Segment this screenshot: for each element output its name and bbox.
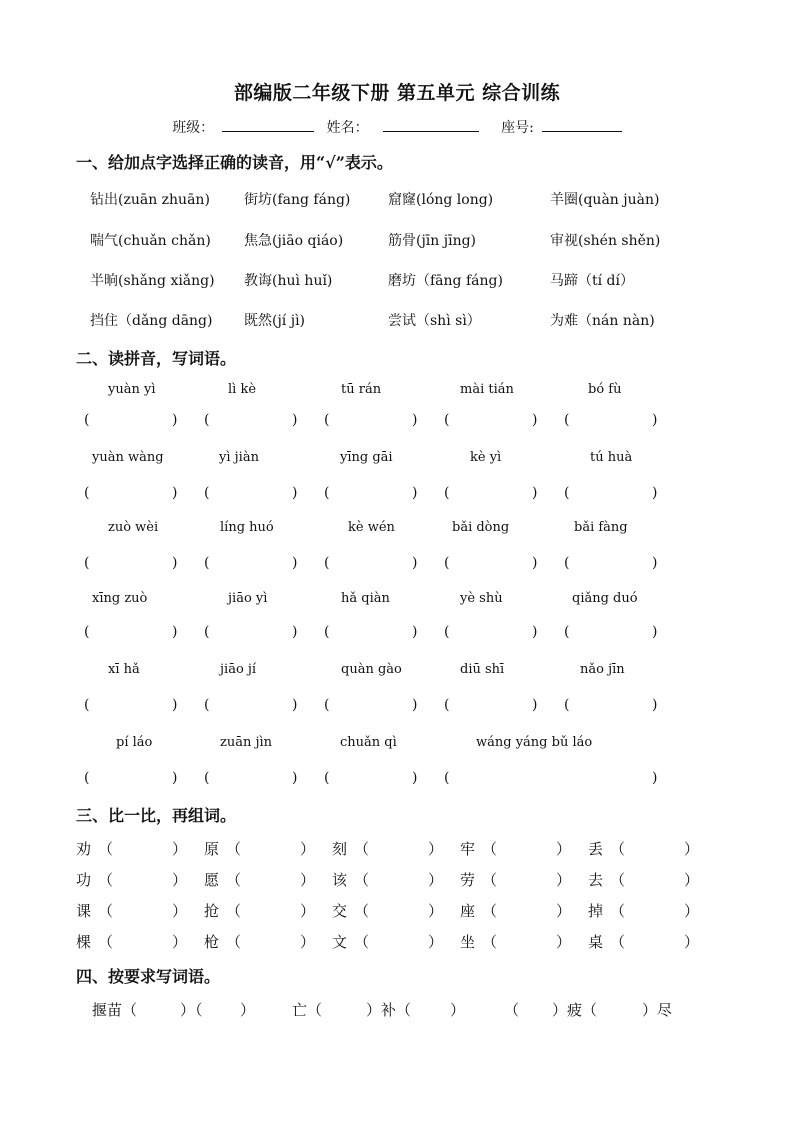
word-close-paren[interactable]: ） [300, 933, 316, 951]
pinyin-prompt: kè wén [348, 520, 395, 535]
idiom-fill-segment[interactable]: ）尽 [642, 1001, 673, 1019]
answer-close-paren[interactable]: ) [652, 624, 658, 640]
answer-close-paren[interactable]: ) [412, 770, 418, 786]
word-close-paren[interactable]: ） [556, 871, 572, 889]
compare-character: 牢 [460, 840, 476, 858]
idiom-fill-segment[interactable]: （ [504, 1001, 520, 1019]
pronunciation-choice[interactable]: 焦急(jiāo qiáo) [244, 233, 344, 249]
answer-close-paren[interactable]: ) [652, 485, 658, 501]
class-blank[interactable] [222, 117, 314, 132]
answer-close-paren[interactable]: ) [652, 770, 658, 786]
answer-open-paren[interactable]: ( [444, 555, 450, 571]
compare-character: 掉 [588, 902, 604, 920]
word-open-paren[interactable]: （ [226, 871, 242, 889]
pinyin-prompt: xīng zuò [92, 591, 148, 606]
word-close-paren[interactable]: ） [172, 840, 188, 858]
answer-open-paren[interactable]: ( [84, 485, 90, 501]
pronunciation-choice[interactable]: 马蹄（tí dí） [550, 273, 634, 289]
section2-heading: 二、读拼音，写词语。 [76, 349, 237, 368]
word-open-paren[interactable]: （ [226, 933, 242, 951]
word-open-paren[interactable]: （ [98, 933, 114, 951]
answer-open-paren[interactable]: ( [444, 624, 450, 640]
answer-open-paren[interactable]: ( [564, 624, 570, 640]
class-label: 班级： [172, 120, 215, 136]
answer-close-paren[interactable]: ) [172, 697, 178, 713]
compare-character: 文 [332, 933, 348, 951]
pronunciation-choice[interactable]: 既然(jí jì) [244, 313, 306, 329]
pronunciation-choice[interactable]: 窟窿(lóng long) [388, 192, 494, 208]
word-open-paren[interactable]: （ [354, 902, 370, 920]
compare-character: 原 [204, 840, 220, 858]
pronunciation-choice[interactable]: 喘气(chuǎn chǎn) [90, 233, 211, 249]
section4-heading: 四、按要求写词语。 [76, 967, 221, 986]
answer-open-paren[interactable]: ( [444, 485, 450, 501]
word-close-paren[interactable]: ） [172, 902, 188, 920]
answer-close-paren[interactable]: ) [172, 555, 178, 571]
word-open-paren[interactable]: （ [482, 871, 498, 889]
pinyin-prompt: xī hǎ [108, 662, 140, 677]
word-close-paren[interactable]: ） [300, 871, 316, 889]
pinyin-prompt: yuàn yì [108, 382, 156, 397]
compare-character: 丢 [588, 840, 604, 858]
compare-character: 座 [460, 902, 476, 920]
word-close-paren[interactable]: ） [428, 902, 444, 920]
compare-character: 棵 [76, 933, 92, 951]
word-close-paren[interactable]: ） [684, 871, 700, 889]
answer-close-paren[interactable]: ) [412, 624, 418, 640]
word-close-paren[interactable]: ） [428, 871, 444, 889]
word-open-paren[interactable]: （ [98, 902, 114, 920]
pinyin-prompt: quàn gào [341, 662, 402, 677]
pinyin-prompt: pí láo [116, 735, 153, 750]
word-close-paren[interactable]: ） [300, 840, 316, 858]
answer-open-paren[interactable]: ( [204, 770, 210, 786]
compare-character: 抢 [204, 902, 220, 920]
word-open-paren[interactable]: （ [610, 840, 626, 858]
pinyin-prompt: tú huà [590, 450, 633, 465]
word-close-paren[interactable]: ） [172, 933, 188, 951]
answer-close-paren[interactable]: ) [172, 412, 178, 428]
section1-heading: 一、给加点字选择正确的读音，用“√”表示。 [76, 153, 393, 172]
student-info-line [0, 117, 794, 137]
pinyin-prompt: jiāo yì [228, 591, 268, 606]
answer-open-paren[interactable]: ( [444, 412, 450, 428]
word-close-paren[interactable]: ） [556, 902, 572, 920]
answer-close-paren[interactable]: ) [292, 624, 298, 640]
compare-character: 功 [76, 871, 92, 889]
answer-open-paren[interactable]: ( [324, 624, 330, 640]
word-close-paren[interactable]: ） [684, 902, 700, 920]
section3-heading: 三、比一比，再组词。 [76, 806, 237, 825]
word-open-paren[interactable]: （ [226, 840, 242, 858]
pinyin-prompt: zuò wèi [108, 520, 159, 535]
compare-character: 愿 [204, 871, 220, 889]
seat-label: 座号: [501, 120, 534, 136]
pronunciation-choice[interactable]: 挡住（dǎng dāng) [90, 313, 213, 329]
word-close-paren[interactable]: ） [684, 933, 700, 951]
pinyin-prompt: tū rán [341, 382, 382, 397]
word-close-paren[interactable]: ） [428, 933, 444, 951]
pronunciation-choice[interactable]: 审视(shén shěn) [550, 233, 661, 249]
word-open-paren[interactable]: （ [226, 902, 242, 920]
compare-character: 刻 [332, 840, 348, 858]
word-open-paren[interactable]: （ [98, 871, 114, 889]
pinyin-prompt: mài tián [460, 382, 514, 397]
word-close-paren[interactable]: ） [556, 840, 572, 858]
answer-close-paren[interactable]: ) [172, 485, 178, 501]
pinyin-prompt: lì kè [228, 382, 257, 397]
answer-open-paren[interactable]: ( [84, 555, 90, 571]
pinyin-prompt: bó fù [588, 382, 622, 397]
page-title: 部编版二年级下册 第五单元 综合训练 [233, 82, 561, 104]
pinyin-prompt: yè shù [460, 591, 503, 606]
answer-close-paren[interactable]: ) [292, 555, 298, 571]
compare-character: 坐 [460, 933, 476, 951]
word-open-paren[interactable]: （ [354, 933, 370, 951]
pinyin-prompt: yì jiàn [219, 450, 259, 465]
answer-open-paren[interactable]: ( [84, 770, 90, 786]
pinyin-prompt: bǎi fàng [574, 520, 628, 535]
answer-open-paren[interactable]: ( [444, 697, 450, 713]
word-open-paren[interactable]: （ [354, 840, 370, 858]
pinyin-prompt: diū shī [460, 662, 505, 677]
answer-open-paren[interactable]: ( [324, 485, 330, 501]
pinyin-prompt: kè yì [470, 450, 502, 465]
pronunciation-choice[interactable]: 磨坊（fāng fáng) [388, 273, 503, 289]
answer-close-paren[interactable]: ) [292, 412, 298, 428]
pronunciation-choice[interactable]: 筋骨(jīn jīng) [388, 233, 477, 249]
compare-character: 枪 [204, 933, 220, 951]
word-close-paren[interactable]: ） [556, 933, 572, 951]
word-open-paren[interactable]: （ [610, 902, 626, 920]
pinyin-prompt: qiǎng duó [572, 591, 638, 606]
name-label: 姓名： [326, 120, 369, 136]
name-blank[interactable] [383, 117, 479, 132]
answer-close-paren[interactable]: ) [292, 485, 298, 501]
idiom-fill-segment[interactable]: ）疲（ [552, 1001, 598, 1019]
answer-open-paren[interactable]: ( [564, 697, 570, 713]
word-open-paren[interactable]: （ [98, 840, 114, 858]
pronunciation-choice[interactable]: 为难（nán nàn) [550, 313, 655, 329]
answer-close-paren[interactable]: ) [412, 485, 418, 501]
answer-close-paren[interactable]: ) [652, 412, 658, 428]
idiom-fill-segment[interactable]: ）补（ [366, 1001, 412, 1019]
pinyin-prompt: nǎo jīn [580, 662, 625, 677]
word-open-paren[interactable]: （ [482, 933, 498, 951]
answer-close-paren[interactable]: ) [412, 697, 418, 713]
answer-open-paren[interactable]: ( [84, 412, 90, 428]
answer-open-paren[interactable]: ( [204, 412, 210, 428]
pinyin-prompt: yīng gāi [340, 450, 393, 465]
answer-open-paren[interactable]: ( [564, 485, 570, 501]
pronunciation-choice[interactable]: 半晌(shǎng xiǎng) [90, 273, 215, 289]
answer-open-paren[interactable]: ( [324, 412, 330, 428]
answer-open-paren[interactable]: ( [564, 412, 570, 428]
compare-character: 劳 [460, 871, 476, 889]
idiom-fill-segment[interactable]: ） [450, 1001, 466, 1019]
answer-close-paren[interactable]: ) [532, 412, 538, 428]
answer-open-paren[interactable]: ( [324, 770, 330, 786]
answer-close-paren[interactable]: ) [652, 697, 658, 713]
pinyin-prompt: líng huó [220, 520, 274, 535]
answer-close-paren[interactable]: ) [532, 624, 538, 640]
answer-close-paren[interactable]: ) [532, 485, 538, 501]
word-close-paren[interactable]: ） [300, 902, 316, 920]
answer-open-paren[interactable]: ( [204, 624, 210, 640]
pinyin-prompt: hǎ qiàn [341, 591, 390, 606]
idiom-fill-segment[interactable]: 揠苗（ [92, 1001, 138, 1019]
word-close-paren[interactable]: ） [684, 840, 700, 858]
word-open-paren[interactable]: （ [482, 840, 498, 858]
answer-close-paren[interactable]: ) [172, 770, 178, 786]
word-open-paren[interactable]: （ [610, 871, 626, 889]
pinyin-prompt: zuān jìn [220, 735, 273, 750]
answer-close-paren[interactable]: ) [292, 697, 298, 713]
word-open-paren[interactable]: （ [354, 871, 370, 889]
idiom-fill-segment[interactable]: 亡（ [292, 1001, 323, 1019]
answer-open-paren[interactable]: ( [324, 555, 330, 571]
pinyin-prompt: bǎi dòng [452, 520, 510, 535]
idiom-fill-segment[interactable]: ）（ [180, 1001, 203, 1019]
answer-open-paren[interactable]: ( [204, 555, 210, 571]
pinyin-prompt: jiāo jí [220, 662, 257, 677]
answer-close-paren[interactable]: ) [652, 555, 658, 571]
answer-close-paren[interactable]: ) [412, 555, 418, 571]
compare-character: 桌 [588, 933, 604, 951]
answer-close-paren[interactable]: ) [172, 624, 178, 640]
pronunciation-choice[interactable]: 钻出(zuān zhuān) [90, 192, 210, 208]
answer-close-paren[interactable]: ) [532, 555, 538, 571]
answer-open-paren[interactable]: ( [324, 697, 330, 713]
answer-open-paren[interactable]: ( [84, 624, 90, 640]
answer-open-paren[interactable]: ( [204, 697, 210, 713]
compare-character: 交 [332, 902, 348, 920]
compare-character: 该 [332, 871, 348, 889]
word-open-paren[interactable]: （ [482, 902, 498, 920]
pinyin-prompt: chuǎn qì [340, 735, 397, 750]
answer-open-paren[interactable]: ( [84, 697, 90, 713]
pinyin-prompt: wáng yáng bǔ láo [476, 735, 593, 750]
idiom-fill-segment[interactable]: ） [240, 1001, 256, 1019]
compare-character: 课 [76, 902, 92, 920]
pronunciation-choice[interactable]: 尝试（shì sì） [388, 313, 481, 329]
answer-close-paren[interactable]: ) [532, 697, 538, 713]
answer-open-paren[interactable]: ( [564, 555, 570, 571]
pronunciation-choice[interactable]: 街坊(fang fáng) [244, 192, 351, 208]
compare-character: 劝 [76, 840, 92, 858]
pinyin-prompt: yuàn wàng [92, 450, 164, 465]
answer-open-paren[interactable]: ( [444, 770, 450, 786]
pronunciation-choice[interactable]: 羊圈(quàn juàn) [550, 192, 660, 208]
seat-blank[interactable] [542, 117, 622, 132]
pronunciation-choice[interactable]: 教诲(huì huǐ) [244, 273, 333, 289]
compare-character: 去 [588, 871, 604, 889]
word-open-paren[interactable]: （ [610, 933, 626, 951]
answer-close-paren[interactable]: ) [292, 770, 298, 786]
answer-close-paren[interactable]: ) [412, 412, 418, 428]
word-close-paren[interactable]: ） [428, 840, 444, 858]
answer-open-paren[interactable]: ( [204, 485, 210, 501]
word-close-paren[interactable]: ） [172, 871, 188, 889]
